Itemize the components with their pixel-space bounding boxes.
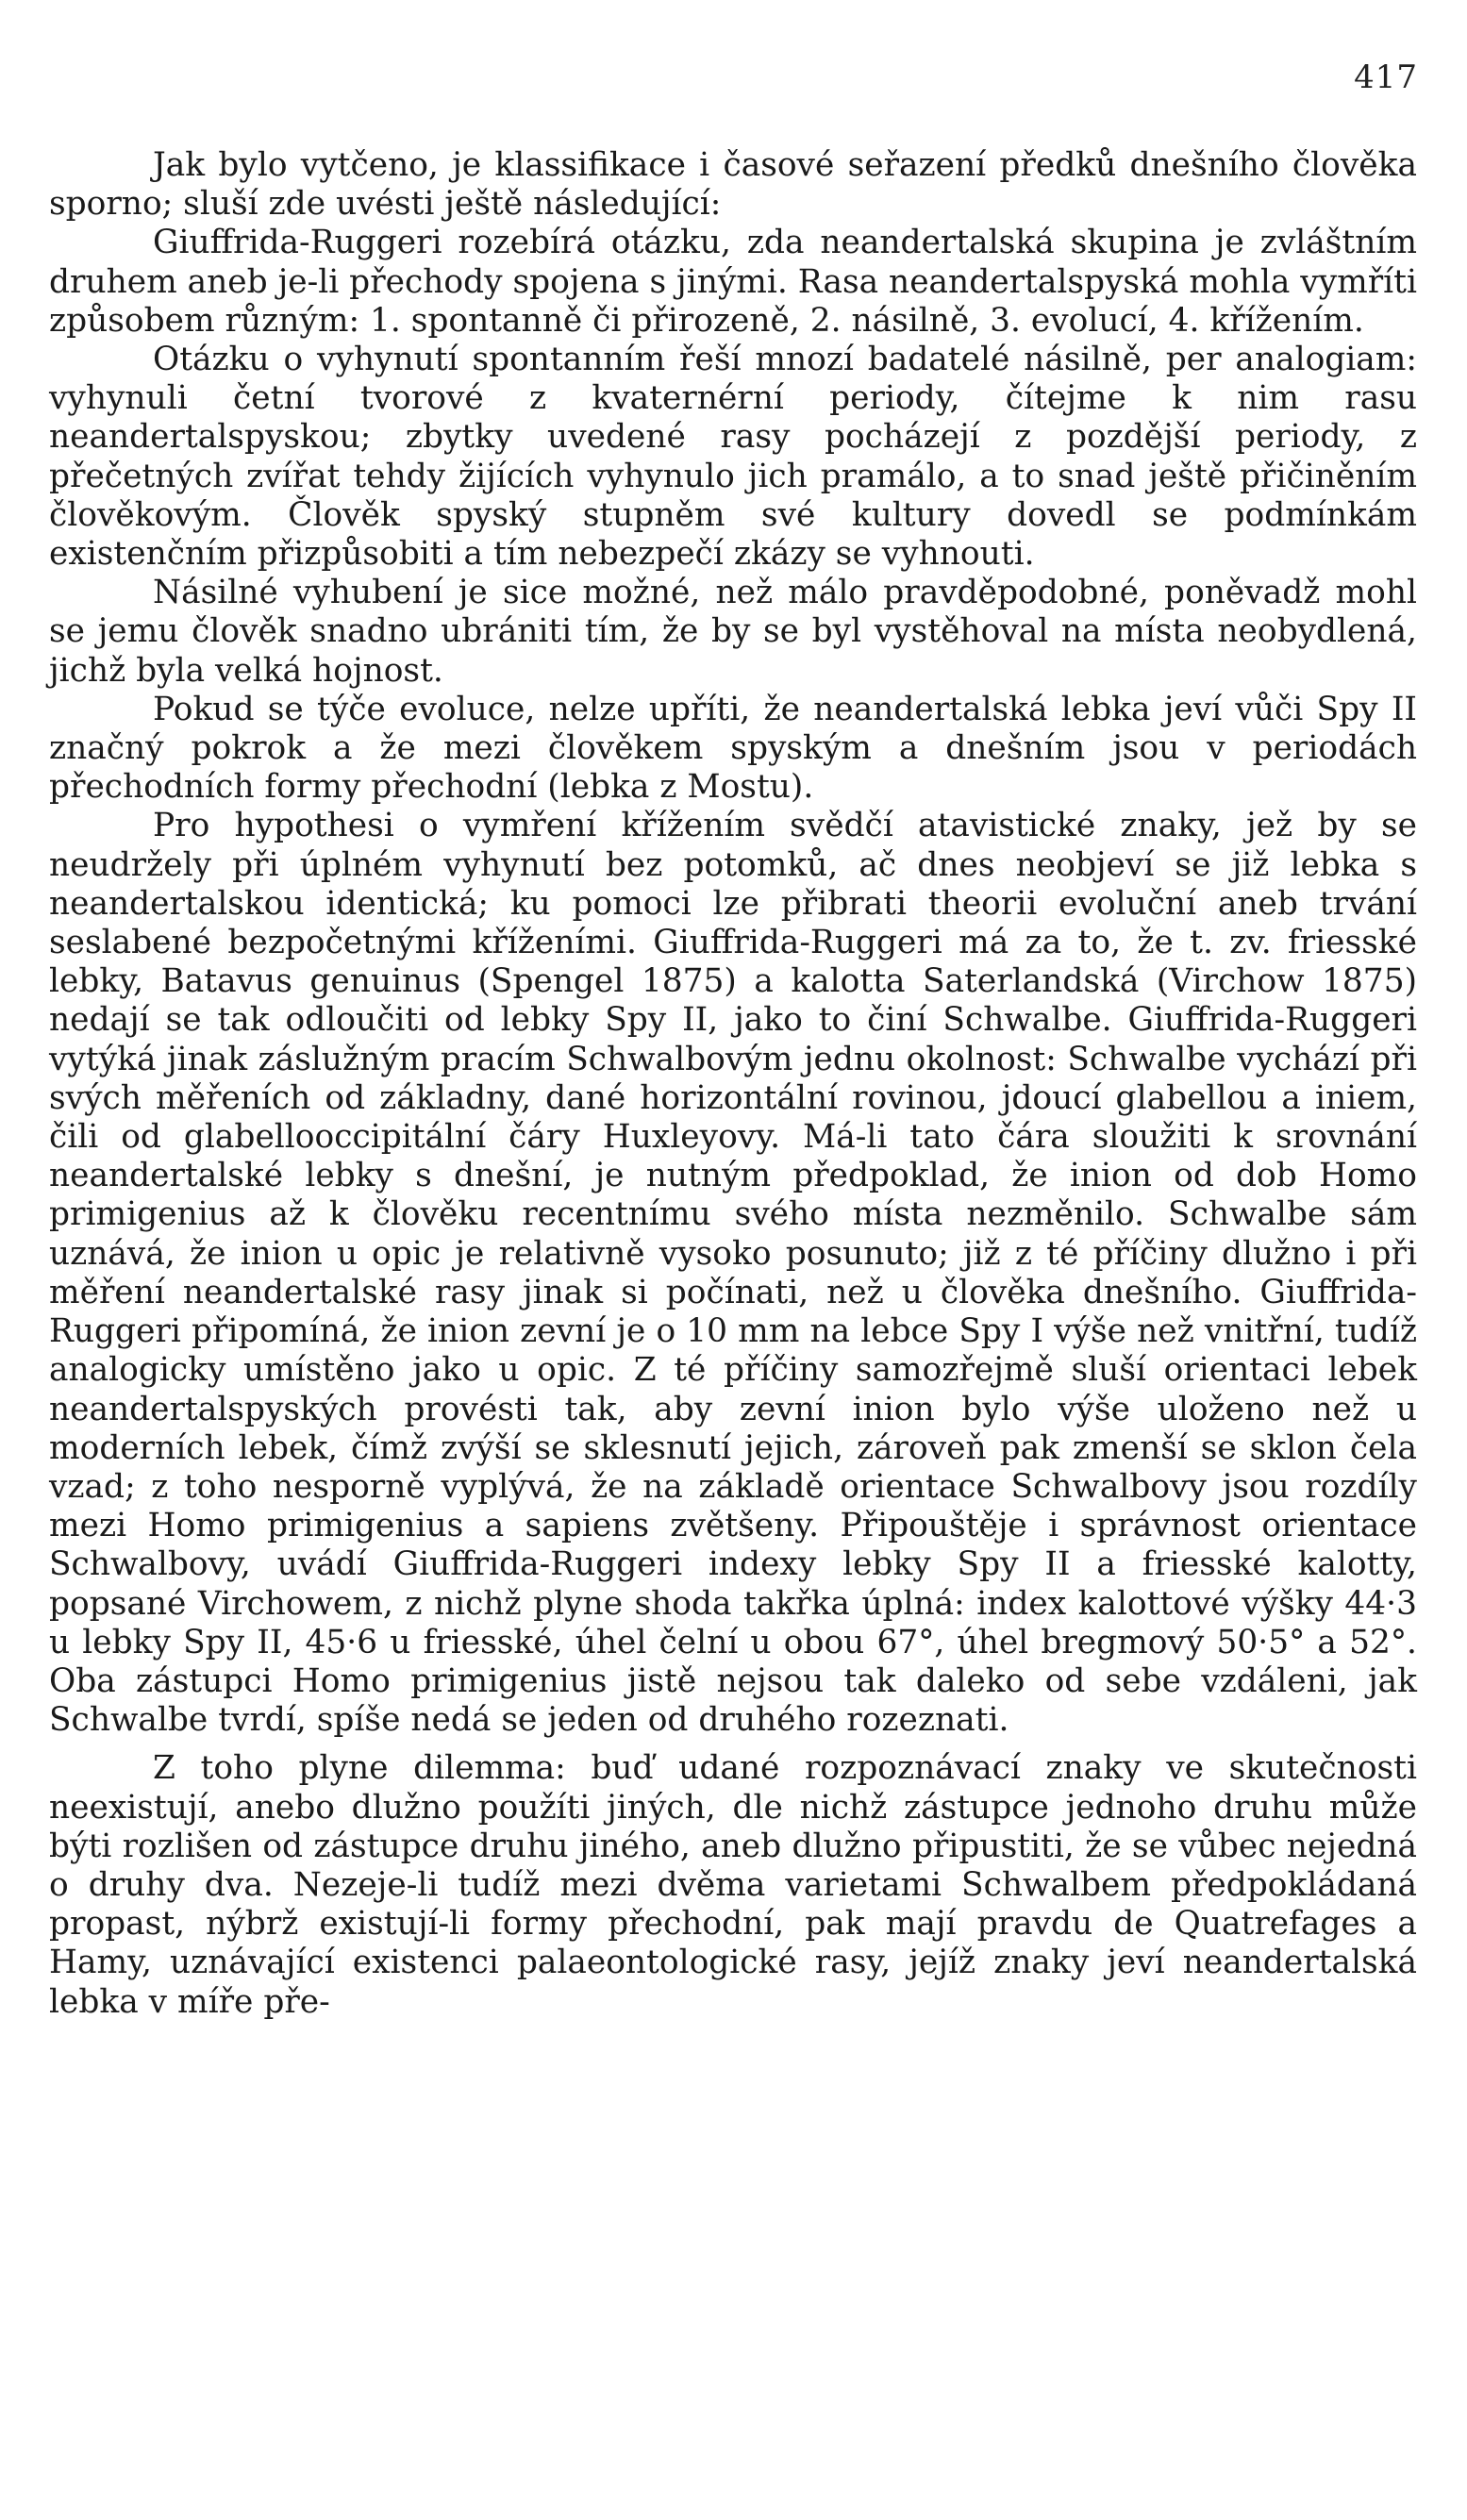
paragraph-1: Jak bylo vytčeno, je klassifikace i časové seřazení předků dnešního člověka sporno; sluší zde uvésti ještě následující: bbox=[49, 146, 1417, 224]
paragraph-4: Násilné vyhubení je sice možné, než málo pravděpodobné, poněvadž mohl se jemu člověk snadno ubrániti tím, že by se byl vystěhoval na místa neobydlená, jichž byla velká hojnost. bbox=[49, 574, 1417, 690]
paragraph-2: Giuffrida-Ruggeri rozebírá otázku, zda neandertalská skupina je zvláštním druhem aneb je-li přechody spojena s jinými. Rasa neandertalspyská mohla vymříti způsobem různým: 1. spontanně či přirozeně, 2. násilně, 3. evolucí, 4. křížením. bbox=[49, 224, 1417, 340]
page-number: 417 bbox=[1354, 58, 1418, 96]
paragraph-3: Otázku o vyhynutí spontanním řeší mnozí badatelé násilně, per analogiam: vyhynuli četní tvorové z kvaternérní periody, čítejme k nim rasu neandertalspyskou; zbytky uvedené rasy pocházejí z pozdější periody, z přečetných zvířat tehdy žijících vyhynulo jich pramálo, a to snad ještě přičiněním člověkovým. Člověk spyský stupněm své kultury dovedl se podmínkám existenčním přizpůsobiti a tím nebezpečí zkázy se vyhnouti. bbox=[49, 341, 1417, 574]
paragraph-5: Pokud se týče evoluce, nelze upříti, že neandertalská lebka jeví vůči Spy II značný pokrok a že mezi člověkem spyským a dnešním jsou v periodách přechodních formy přechodní (lebka z Mostu). bbox=[49, 690, 1417, 807]
body-text bbox=[49, 146, 1417, 2022]
paragraph-7: Z toho plyne dilemma: buď udané rozpoznávací znaky ve skutečnosti neexistují, anebo dlužno použíti jiných, dle nichž zástupce jednoho druhu může býti rozlišen od zástupce druhu jiného, aneb dlužno připustiti, že se vůbec nejedná o druhy dva. Nezeje-li tudíž mezi dvěma varietami Schwalbem předpokládaná propast, nýbrž existují-li formy přechodní, pak mají pravdu de Quatrefages a Hamy, uznávající existenci palaeontologické rasy, jejíž znaky jeví neandertalská lebka v míře pře- bbox=[49, 1749, 1417, 2021]
paragraph-6: Pro hypothesi o vymření křížením svědčí atavistické znaky, jež by se neudržely při úplném vyhynutí bez potomků, ač dnes neobjeví se již lebka s neandertalskou identická; ku pomoci lze přibrati theorii evoluční aneb trvání seslabené bezpočetnými kříženími. Giuffrida-Ruggeri má za to, že t. zv. friesské lebky, Batavus genuinus (Spengel 1875) a kalotta Saterlandská (Virchow 1875) nedají se tak odloučiti od lebky Spy II, jako to činí Schwalbe. Giuffrida-Ruggeri vytýká jinak záslužným pracím Schwalbovým jednu okolnost: Schwalbe vychází při svých měřeních od základny, dané horizontální rovinou, jdoucí glabellou a iniem, čili od glabellooccipitální čáry Huxleyovy. Má-li tato čára sloužiti k srovnání neandertalské lebky s dnešní, je nutným předpoklad, že inion od dob Homo primigenius až k člověku recentnímu svého místa nezměnilo. Schwalbe sám uznává, že inion u opic je relativně vysoko posunuto; již z té příčiny dlužno i při měření neandertalské rasy jinak si počínati, než u člověka dnešního. Giuffrida-Ruggeri připomíná, že inion zevní je o 10 mm na lebce Spy I výše než vnitřní, tudíž analogicky umístěno jako u opic. Z té příčiny samozřejmě sluší orientaci lebek neandertalspyských provésti tak, aby zevní inion bylo výše uloženo než u moderních lebek, čímž zvýší se sklesnutí jejich, zároveň pak zmenší se sklon čela vzad; z toho nesporně vyplývá, že na základě orientace Schwalbovy jsou rozdíly mezi Homo primigenius a sapiens zvětšeny. Připouštěje i správnost orientace Schwalbovy, uvádí Giuffrida-Ruggeri indexy lebky Spy II a friesské kalotty, popsané Virchowem, z nichž plyne shoda takřka úplná: index kalottové výšky 44·3 u lebky Spy II, 45·6 u friesské, úhel čelní u obou 67°, úhel bregmový 50·5° a 52°. Oba zástupci Homo primigenius jistě nejsou tak daleko od sebe vzdáleni, jak Schwalbe tvrdí, spíše nedá se jeden od druhého rozeznati. bbox=[49, 807, 1417, 1740]
